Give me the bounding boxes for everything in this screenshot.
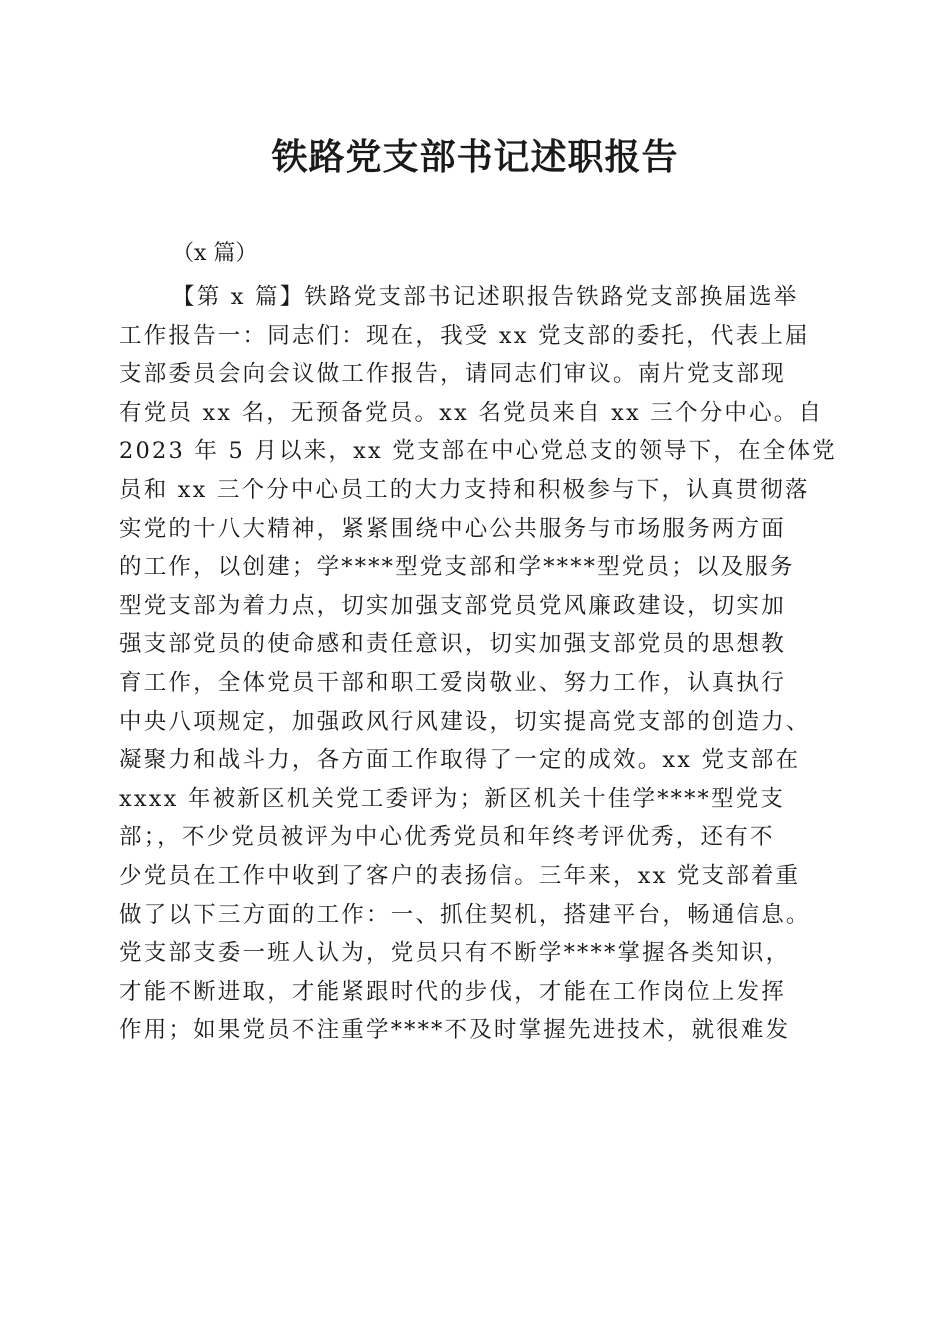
body-line: 少党员在工作中收到了客户的表扬信。三年来，xx 党支部着重 [119, 862, 801, 889]
body-line: 型党支部为着力点，切实加强支部党员党风廉政建设，切实加 [119, 592, 786, 619]
body-text [119, 278, 849, 1050]
body-line: 做了以下三方面的工作：一、抓住契机，搭建平台，畅通信息。 [119, 901, 811, 928]
body-line: 工作报告一：同志们：现在，我受 xx 党支部的委托，代表上届 [119, 322, 810, 349]
body-line: xxxx 年被新区机关党工委评为；新区机关十佳学****型党支 [119, 785, 786, 812]
body-line: 才能不断进取，才能紧跟时代的步伐，才能在工作岗位上发挥 [119, 978, 786, 1005]
body-line: 员和 xx 三个分中心员工的大力支持和积极参与下，认真贯彻落 [119, 476, 810, 503]
body-line: 部；，不少党员被评为中心优秀党员和年终考评优秀，还有不 [119, 824, 775, 851]
document-subtitle: （x 篇） [172, 241, 258, 266]
body-line: 【第 x 篇】铁路党支部书记述职报告铁路党支部换届选举 [172, 284, 799, 310]
body-line: 支部委员会向会议做工作报告，请同志们审议。南片党支部现 [119, 361, 786, 388]
body-line: 育工作，全体党员干部和职工爱岗敬业、努力工作，认真执行 [119, 669, 786, 696]
body-line: 有党员 xx 名，无预备党员。xx 名党员来自 xx 三个分中心。自 [119, 399, 824, 426]
body-line: 党支部支委一班人认为，党员只有不断学****掌握各类知识， [119, 940, 791, 967]
document-title: 铁路党支部书记述职报告 [271, 136, 679, 178]
body-line: 的工作，以创建；学****型党支部和学****型党员；以及服务 [119, 554, 795, 581]
body-line: 实党的十八大精神，紧紧围绕中心公共服务与市场服务两方面 [119, 515, 786, 542]
body-line: 作用；如果党员不注重学****不及时掌握先进技术，就很难发 [119, 1017, 791, 1044]
body-line: 中央八项规定，加强政风行风建设，切实提高党支部的创造力、 [119, 708, 811, 735]
body-line: 强支部党员的使命感和责任意识，切实加强支部党员的思想教 [119, 631, 786, 658]
body-line: 凝聚力和战斗力，各方面工作取得了一定的成效。xx 党支部在 [119, 747, 801, 774]
body-line: 2023 年 5 月以来，xx 党支部在中心党总支的领导下，在全体党 [119, 438, 837, 465]
